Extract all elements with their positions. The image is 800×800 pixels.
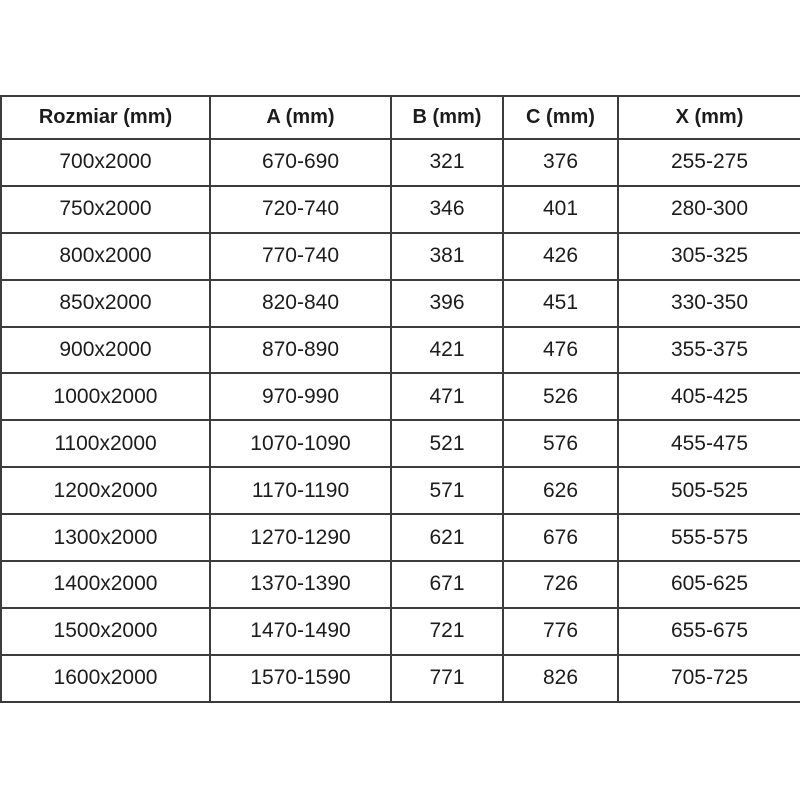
table-row [1, 514, 800, 561]
table-body [1, 139, 800, 702]
table-row [1, 186, 800, 233]
table-cell: 720-740 [210, 186, 391, 233]
table-cell: 526 [503, 373, 618, 420]
table-cell: 521 [391, 420, 503, 467]
table-row [1, 139, 800, 186]
column-header-c: C (mm) [503, 96, 618, 139]
table-cell: 771 [391, 655, 503, 702]
table-row [1, 280, 800, 327]
column-header-rozmiar: Rozmiar (mm) [1, 96, 210, 139]
column-header-x: X (mm) [618, 96, 800, 139]
table-cell: 655-675 [618, 608, 800, 655]
table-cell: 621 [391, 514, 503, 561]
table-cell: 1300x2000 [1, 514, 210, 561]
table-cell: 750x2000 [1, 186, 210, 233]
table-cell: 451 [503, 280, 618, 327]
table-cell: 850x2000 [1, 280, 210, 327]
table-cell: 670-690 [210, 139, 391, 186]
table-cell: 770-740 [210, 233, 391, 280]
table-cell: 576 [503, 420, 618, 467]
table-cell: 381 [391, 233, 503, 280]
size-spec-table-container [0, 95, 800, 703]
size-spec-table [0, 95, 800, 703]
table-cell: 1270-1290 [210, 514, 391, 561]
table-row [1, 420, 800, 467]
table-cell: 255-275 [618, 139, 800, 186]
table-cell: 396 [391, 280, 503, 327]
table-cell: 305-325 [618, 233, 800, 280]
column-header-b: B (mm) [391, 96, 503, 139]
table-cell: 671 [391, 561, 503, 608]
table-row [1, 467, 800, 514]
table-cell: 1000x2000 [1, 373, 210, 420]
table-cell: 476 [503, 327, 618, 374]
table-cell: 1170-1190 [210, 467, 391, 514]
table-cell: 1370-1390 [210, 561, 391, 608]
table-cell: 605-625 [618, 561, 800, 608]
table-cell: 376 [503, 139, 618, 186]
table-cell: 1400x2000 [1, 561, 210, 608]
table-cell: 321 [391, 139, 503, 186]
table-cell: 700x2000 [1, 139, 210, 186]
table-cell: 421 [391, 327, 503, 374]
table-cell: 1100x2000 [1, 420, 210, 467]
table-cell: 826 [503, 655, 618, 702]
table-row [1, 608, 800, 655]
table-row [1, 327, 800, 374]
table-cell: 726 [503, 561, 618, 608]
table-cell: 900x2000 [1, 327, 210, 374]
table-cell: 1470-1490 [210, 608, 391, 655]
table-cell: 330-350 [618, 280, 800, 327]
table-cell: 721 [391, 608, 503, 655]
table-cell: 870-890 [210, 327, 391, 374]
table-cell: 355-375 [618, 327, 800, 374]
table-row [1, 561, 800, 608]
column-header-a: A (mm) [210, 96, 391, 139]
table-cell: 705-725 [618, 655, 800, 702]
table-cell: 471 [391, 373, 503, 420]
table-header [1, 96, 800, 139]
table-cell: 676 [503, 514, 618, 561]
table-cell: 505-525 [618, 467, 800, 514]
table-cell: 401 [503, 186, 618, 233]
table-cell: 1070-1090 [210, 420, 391, 467]
header-row [1, 96, 800, 139]
table-cell: 280-300 [618, 186, 800, 233]
table-cell: 970-990 [210, 373, 391, 420]
table-cell: 626 [503, 467, 618, 514]
table-cell: 555-575 [618, 514, 800, 561]
table-cell: 1200x2000 [1, 467, 210, 514]
table-cell: 800x2000 [1, 233, 210, 280]
table-cell: 1570-1590 [210, 655, 391, 702]
table-cell: 820-840 [210, 280, 391, 327]
table-cell: 571 [391, 467, 503, 514]
table-cell: 1600x2000 [1, 655, 210, 702]
table-cell: 426 [503, 233, 618, 280]
table-cell: 776 [503, 608, 618, 655]
table-cell: 405-425 [618, 373, 800, 420]
table-cell: 346 [391, 186, 503, 233]
table-row [1, 373, 800, 420]
table-row [1, 233, 800, 280]
table-row [1, 655, 800, 702]
table-cell: 455-475 [618, 420, 800, 467]
table-cell: 1500x2000 [1, 608, 210, 655]
